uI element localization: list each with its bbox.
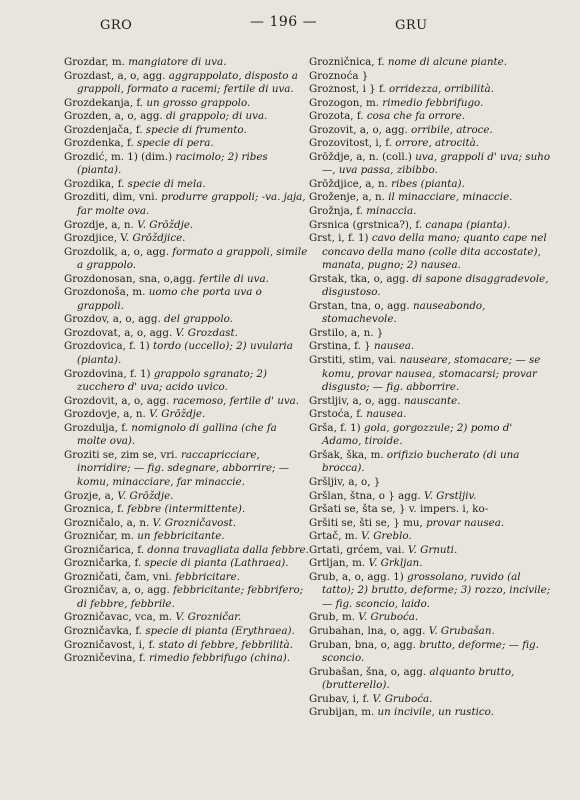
dictionary-entry — [309, 191, 554, 205]
entry-headword: Groznica, — [64, 503, 114, 516]
dictionary-entry — [309, 503, 554, 517]
entry-grammar: a, o, agg. — [352, 394, 401, 407]
entry-grammar: a, o, agg. — [112, 313, 161, 326]
dictionary-entry — [309, 327, 554, 341]
dictionary-entry — [64, 611, 309, 625]
entry-definition: V. Grozničar. — [175, 611, 242, 624]
entry-headword: Grstilo, a, n. } — [309, 326, 384, 339]
entry-headword: Grozdulja, — [64, 421, 118, 434]
entry-headword: Grozdar, — [64, 56, 109, 68]
entry-definition: minaccia. — [366, 205, 417, 218]
dictionary-entry — [64, 191, 309, 218]
entry-headword: Grozdovica, — [64, 340, 126, 353]
page-header — [0, 14, 580, 42]
entry-headword: Grubav, — [309, 692, 350, 705]
dictionary-entry — [64, 56, 309, 70]
entry-definition: produrre grappoli; -va. jaja, far molte ova. — [77, 191, 306, 218]
entry-definition: V. Grozdast. — [175, 326, 238, 339]
dictionary-entry — [309, 124, 554, 138]
dictionary-entry — [64, 137, 309, 151]
entry-definition: stato di febbre, febbrilità. — [158, 638, 293, 651]
dictionary-entry — [309, 137, 554, 151]
entry-headword: Grozdjice, — [64, 232, 117, 245]
entry-grammar: m. — [365, 96, 379, 109]
entry-headword: Gruban, — [309, 638, 352, 651]
dictionary-entry — [64, 232, 309, 246]
entry-definition: del grappolo. — [164, 313, 233, 326]
entry-definition: V. Greblo. — [361, 530, 412, 543]
entry-headword: Grsnica — [309, 218, 350, 231]
entry-definition: nauseare, stomacare; — se komu, provar nausea, stomacarsi; provar disgusto; — fig. abborrire. — [322, 354, 541, 394]
entry-headword: Grozdonosan, — [64, 272, 136, 285]
dictionary-entry — [309, 205, 554, 219]
entry-grammar: stim, vai. — [348, 354, 397, 367]
entry-definition: un incivile, un rustico. — [377, 706, 494, 719]
entry-definition: nome di alcune piante. — [387, 56, 507, 68]
dictionary-entry — [309, 449, 554, 476]
dictionary-entry — [64, 503, 309, 517]
entry-definition: cavo della mano; quanto cape nel concavo della mano (colle dita accostate), manata, pugno; 2) nausea. — [322, 232, 547, 272]
entry-headword: Grōždjice, — [309, 177, 362, 190]
dictionary-entry — [64, 70, 309, 97]
entry-headword: Grstan, — [309, 299, 348, 312]
entry-grammar: bna, o, agg. — [354, 638, 416, 651]
dictionary-entry — [309, 300, 554, 327]
entry-headword: Grozdenjača, — [64, 123, 133, 136]
dictionary-entry — [64, 110, 309, 124]
entry-grammar: agg. — [398, 489, 421, 502]
entry-headword: Grozdić, — [64, 150, 108, 163]
header-right-guideword: GRU — [395, 18, 428, 33]
entry-headword: Grozničavost, — [64, 638, 136, 651]
entry-definition: tordo (uccello); 2) uvularia (pianta). — [77, 340, 293, 367]
entry-grammar: f. — [121, 421, 128, 434]
dictionary-entry — [309, 530, 554, 544]
entry-definition: nauseabondo, stomachevole. — [322, 299, 486, 326]
dictionary-entry — [309, 232, 554, 273]
entry-definition: canapa (pianta). — [425, 218, 511, 231]
entry-headword: Grozničati, — [64, 570, 122, 583]
entry-grammar: a, n. (coll.) — [356, 150, 412, 163]
dictionary-entry — [64, 625, 309, 639]
entry-headword: Grozovit, — [309, 123, 357, 136]
entry-headword: Grozničnica, — [309, 56, 375, 68]
entry-headword: Gršiti se, šti se, } — [309, 516, 400, 529]
dictionary-entry — [64, 490, 309, 504]
entry-grammar: a, o, agg. — [117, 69, 166, 82]
entry-definition: gola, gorgozzule; 2) pomo d' Adamo, tiroide. — [322, 421, 513, 448]
entry-headword: Grozje, — [64, 489, 102, 502]
dictionary-entry — [309, 639, 554, 666]
entry-grammar: zim se, vri. — [120, 448, 178, 461]
entry-grammar: f. — [356, 205, 364, 218]
entry-definition: alquanto brutto, (brutterello). — [322, 665, 515, 692]
dictionary-entry — [64, 286, 309, 313]
dictionary-entry — [309, 666, 554, 693]
entry-grammar: a, o, agg. — [124, 326, 173, 339]
entry-headword: Grubijan, — [309, 706, 358, 719]
dictionary-entry — [64, 544, 309, 558]
entry-definition: il minacciare, minaccie. — [388, 191, 513, 204]
entry-definition: racimolo; 2) ribes (pianta). — [77, 150, 268, 177]
entry-headword: Grst, — [309, 232, 335, 245]
entry-grammar: tka, o, agg. — [350, 272, 409, 285]
entry-grammar: f. 1) — [129, 340, 150, 353]
entry-headword: Grozdolik, — [64, 245, 118, 258]
entry-grammar: tna, o, agg. — [350, 299, 410, 312]
entry-grammar: a, o, agg. — [114, 110, 163, 123]
entry-headword: Grtati, — [309, 543, 344, 556]
entry-grammar: a, n. — [362, 191, 385, 204]
dictionary-entry — [64, 571, 309, 585]
entry-grammar: m. — [120, 530, 134, 543]
entry-grammar: f. — [117, 177, 125, 190]
entry-definition: un grosso grappolo. — [146, 96, 251, 109]
dictionary-entry — [309, 517, 554, 531]
entry-headword: Grstiti, — [309, 354, 346, 367]
entry-headword: Grozditi, — [64, 191, 110, 204]
entry-grammar: m. — [344, 530, 358, 543]
dictionary-entry — [64, 422, 309, 449]
entry-definition: orridezza, orribilità. — [388, 83, 494, 96]
entry-headword: Gršati se, šta se, } — [309, 503, 406, 516]
entry-headword: Grozničarica, — [64, 543, 134, 556]
entry-definition: febbricitare. — [175, 570, 241, 583]
entry-headword: Grub, — [309, 611, 339, 624]
entry-grammar: a, — [104, 489, 115, 502]
right-column — [309, 56, 554, 720]
entry-headword: Grozota, — [309, 110, 354, 123]
entry-definition: mangiatore di uva. — [128, 56, 227, 68]
dictionary-entry — [309, 56, 554, 70]
dictionary-entry — [64, 124, 309, 138]
entry-definition: nausea. — [366, 408, 407, 421]
dictionary-entry — [309, 625, 554, 639]
dictionary-entry — [64, 639, 309, 653]
entry-grammar: f. — [356, 408, 363, 421]
entry-definition: orribile, atroce. — [411, 123, 493, 136]
left-column — [64, 56, 309, 666]
entry-grammar: m. 1) (dim.) — [110, 150, 173, 163]
entry-grammar: sna, o,agg. — [139, 272, 196, 285]
entry-definition: orifizio bucherato (di una brocca). — [322, 448, 520, 475]
dictionary-entry — [64, 340, 309, 367]
entry-grammar: f. — [127, 137, 134, 150]
entry-grammar: V. — [120, 232, 130, 245]
entry-definition: grossolano, ruvido (al tatto); 2) brutto, deforme; 3) rozzo, incivile; — fig. sconcio, laido. — [322, 570, 551, 610]
entry-grammar: m. — [111, 56, 125, 68]
entry-headword: Groziti se, — [64, 448, 118, 461]
entry-definition: febbricitante; febbrifero; di febbre, febbrile. — [77, 584, 304, 610]
entry-definition: specie di pianta (Erythraea). — [145, 624, 295, 637]
entry-grammar: f. — [135, 123, 143, 136]
entry-grammar: a, o, agg. — [120, 245, 169, 258]
entry-grammar: lna, o, agg. — [367, 624, 426, 637]
dictionary-entry — [64, 97, 309, 111]
entry-headword: Grozdast, — [64, 69, 115, 82]
entry-definition: nausea. — [374, 340, 415, 353]
entry-definition: rimedio febbrifugo. — [382, 96, 484, 109]
entry-grammar: v. impers. i, ko- — [408, 503, 489, 516]
entry-definition: formato a grappoli, simile a grappolo. — [77, 245, 308, 272]
entry-grammar: a, o, agg. 1) — [341, 570, 404, 583]
entry-grammar: f. 1) — [340, 421, 361, 434]
entry-definition: V. Grnuti. — [407, 543, 458, 556]
dictionary-entry — [64, 395, 309, 409]
entry-grammar: čam, vni. — [124, 570, 172, 583]
entry-grammar: i, f. 1) — [338, 232, 369, 245]
dictionary-entry — [309, 490, 554, 504]
entry-definition: Grōždjice. — [132, 232, 186, 245]
entry-headword: Gršljiv, a, o, } — [309, 475, 381, 488]
dictionary-entry — [309, 544, 554, 558]
entry-definition: cosa che fa orrore. — [366, 110, 465, 123]
entry-headword: Grša, — [309, 421, 337, 434]
dictionary-entry — [64, 517, 309, 531]
entry-headword: Grtač, — [309, 530, 342, 543]
entry-definition: V. Grubašan. — [428, 624, 495, 637]
entry-definition: fertile di uva. — [198, 272, 269, 285]
header-left-guideword: GRO — [100, 18, 133, 33]
entry-headword: Grozdika, — [64, 177, 115, 190]
entry-headword: Grstoća, — [309, 408, 353, 421]
entry-grammar: f. — [135, 624, 143, 637]
entry-headword: Grtljan, — [309, 557, 349, 570]
entry-headword: Grozden, — [64, 110, 112, 123]
dictionary-entry — [309, 706, 554, 720]
dictionary-entry — [64, 449, 309, 490]
entry-headword: Grozničevina, — [64, 652, 136, 665]
dictionary-entry — [309, 557, 554, 571]
entry-grammar: i, f. — [352, 692, 370, 705]
entry-grammar: m. — [341, 611, 355, 624]
dictionary-entry — [309, 273, 554, 300]
dictionary-entry — [64, 178, 309, 192]
entry-headword: Grožnja, — [309, 205, 354, 218]
dictionary-entry — [64, 327, 309, 341]
entry-definition: specie di pianta (Lathraea). — [144, 557, 289, 570]
entry-definition: specie di pera. — [137, 137, 214, 150]
entry-grammar: i, f. — [138, 638, 156, 651]
entry-grammar: a, n. — [365, 177, 388, 190]
entry-definition: di sapone disaggradevole, disgustoso. — [322, 272, 549, 299]
entry-definition: nomignolo di gallina (che fa molte ova). — [77, 421, 277, 448]
dictionary-entry — [309, 571, 554, 612]
entry-headword: Grub, — [309, 570, 339, 583]
entry-headword: Grozdovat, — [64, 326, 121, 339]
entry-headword: Grozdov, — [64, 313, 110, 326]
entry-headword: Grubašan, — [309, 665, 363, 678]
entry-grammar: f. — [356, 110, 364, 123]
dictionary-entry — [309, 476, 554, 490]
entry-headword: Grozdovina, — [64, 367, 127, 380]
dictionary-entry — [309, 83, 554, 97]
entry-grammar: f. — [137, 543, 144, 556]
entry-headword: Grozogon, — [309, 96, 363, 109]
entry-definition: specie di mela. — [127, 177, 206, 190]
entry-definition: provar nausea. — [426, 516, 505, 529]
entry-grammar: i, f. — [375, 137, 392, 150]
entry-grammar: a, o, agg. — [121, 584, 170, 597]
dictionary-entry — [64, 652, 309, 666]
entry-grammar: (grstnica?), f. — [352, 218, 423, 231]
entry-definition: donna travagliata dalla febbre. — [147, 543, 309, 556]
entry-definition: aggrappolato, disposto a grappoli, formato a racemi; fertile di uva. — [77, 69, 298, 96]
entry-definition: raccapricciare, inorridire; — fig. sdegnare, abborrire; — komu, minacciare, far minaccie. — [77, 448, 290, 488]
entry-headword: Grstina, f. } — [309, 340, 371, 353]
entry-headword: Grozdonoša, — [64, 286, 130, 299]
dictionary-entry — [64, 151, 309, 178]
entry-grammar: m. — [132, 286, 146, 299]
entry-headword: Grozničav, — [64, 584, 119, 597]
dictionary-entry — [309, 395, 554, 409]
dictionary-entry — [309, 110, 554, 124]
entry-headword: Gršlan, štna, o } — [309, 489, 395, 502]
entry-headword: Grozničavka, — [64, 624, 133, 637]
dictionary-entry — [309, 178, 554, 192]
entry-headword: Grozdekanja, — [64, 96, 134, 109]
dictionary-entry — [64, 273, 309, 287]
entry-headword: Grozničalo, — [64, 516, 124, 529]
entry-headword: Grozdovje, — [64, 408, 120, 421]
entry-definition: un febbricitante. — [137, 530, 225, 543]
dictionary-entry — [64, 246, 309, 273]
entry-grammar: a, o, agg. — [359, 123, 408, 136]
entry-headword: Grozdovit, — [64, 394, 119, 407]
entry-definition: orrore, atrocità. — [395, 137, 480, 150]
dictionary-entry — [309, 151, 554, 178]
entry-definition: specie di frumento. — [145, 123, 247, 136]
entry-grammar: vca, m. — [134, 611, 173, 624]
entry-definition: rimedio febbrifugo (china). — [149, 652, 291, 665]
entry-headword: Grozovitost, — [309, 137, 373, 150]
entry-headword: Grozdje, — [64, 218, 108, 231]
entry-headword: Grubahan, — [309, 624, 365, 637]
entry-definition: uva, grappoli d' uva; suho —, uva passa, zibibbo. — [322, 150, 551, 177]
entry-definition: V. Gruboća. — [358, 611, 419, 624]
entry-headword: Grozničavac, — [64, 611, 132, 624]
entry-headword: Grōždje, — [309, 150, 353, 163]
entry-grammar: f. — [117, 503, 124, 516]
entry-grammar: šna, o, agg. — [366, 665, 427, 678]
entry-definition: V. Grōždje. — [149, 408, 206, 421]
entry-grammar: f. — [139, 652, 146, 665]
entry-definition: ribes (pianta). — [391, 177, 465, 190]
entry-grammar: f. — [134, 557, 142, 570]
dictionary-entry — [64, 557, 309, 571]
entry-headword: Grozničarka, — [64, 557, 132, 570]
dictionary-entry — [64, 219, 309, 233]
entry-definition: V. Grozničavost. — [152, 516, 237, 529]
entry-headword: Grozničar, — [64, 530, 118, 543]
entry-grammar: f. 1) — [130, 367, 151, 380]
dictionary-entry — [309, 97, 554, 111]
entry-grammar: f. — [136, 96, 144, 109]
entry-grammar: a, n. — [111, 218, 134, 231]
entry-definition: V. Grstljiv. — [423, 489, 477, 502]
entry-definition: febbre (intermittente). — [127, 503, 246, 516]
dictionary-entry — [309, 408, 554, 422]
entry-grammar: a, n. — [123, 408, 146, 421]
dictionary-entry — [309, 70, 554, 84]
dictionary-entry — [64, 313, 309, 327]
entry-definition: V. Grkljan. — [368, 557, 423, 570]
entry-grammar: mu, — [403, 516, 423, 529]
entry-grammar: a, o, agg. — [121, 394, 170, 407]
entry-definition: V. Grōždje. — [117, 489, 174, 502]
dictionary-entry — [309, 354, 554, 395]
entry-headword: Grstak, — [309, 272, 348, 285]
dictionary-entry — [64, 584, 309, 611]
entry-grammar: f. — [378, 83, 386, 96]
dictionary-entry — [309, 219, 554, 233]
entry-grammar: f. — [377, 56, 385, 68]
dictionary-entry — [309, 693, 554, 707]
entry-grammar: grćem, vai. — [346, 543, 405, 556]
dictionary-entry — [309, 422, 554, 449]
entry-definition: grappolo sgranato; 2) zucchero d' uva; acido uvico. — [77, 367, 267, 394]
dictionary-entry — [64, 530, 309, 544]
entry-grammar: m. — [352, 557, 366, 570]
entry-headword: Grstljiv, — [309, 394, 350, 407]
dictionary-entry — [309, 611, 554, 625]
entry-headword: Groznost, i } — [309, 83, 376, 96]
entry-grammar: ška, m. — [346, 448, 384, 461]
entry-grammar: a, n. — [126, 516, 150, 529]
dictionary-entry — [309, 340, 554, 354]
entry-headword: Gršak, — [309, 448, 344, 461]
entry-definition: uomo che porta uva o grappoli. — [77, 286, 262, 312]
entry-grammar: dim, vni. — [112, 191, 158, 204]
entry-definition: V. Grōždje. — [137, 218, 194, 231]
entry-definition: brutto, deforme; — fig. sconcio. — [322, 638, 539, 665]
entry-headword: Groznoća } — [309, 69, 369, 82]
page-number: — 196 — — [250, 14, 318, 30]
entry-definition: di grappolo; di uva. — [165, 110, 268, 123]
entry-headword: Groženje, — [309, 191, 360, 204]
dictionary-entry — [64, 408, 309, 422]
entry-definition: racemoso, fertile d' uva. — [172, 394, 300, 407]
entry-grammar: m. — [361, 706, 375, 719]
dictionary-entry — [64, 368, 309, 395]
entry-definition: V. Gruboća. — [372, 692, 433, 705]
entry-definition: nauscante. — [403, 394, 461, 407]
entry-headword: Grozdenka, — [64, 137, 124, 150]
